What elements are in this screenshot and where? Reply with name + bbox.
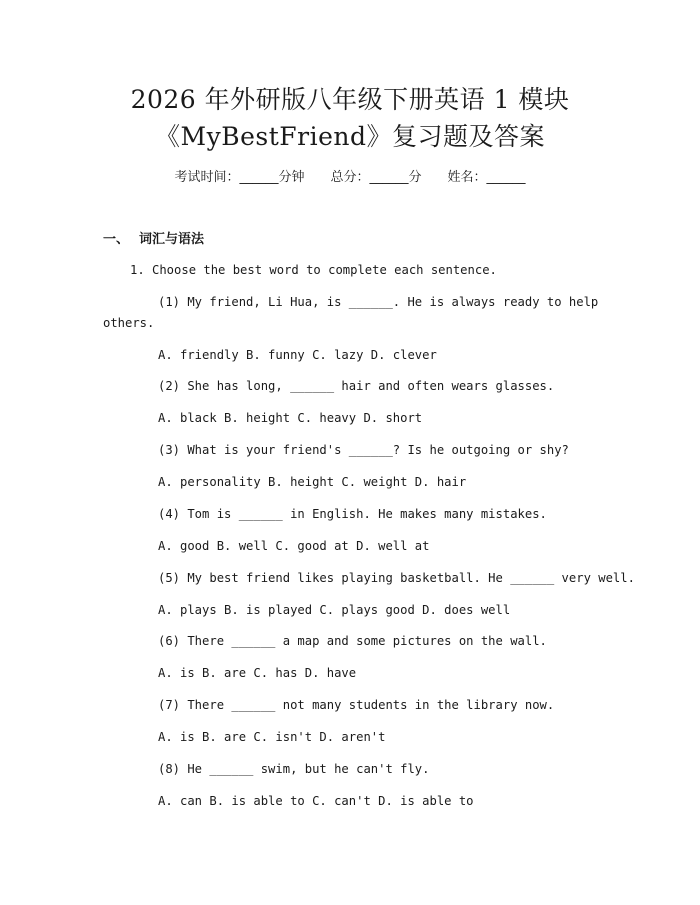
question-item: (2) She has long, ______ hair and often wears glasses. (158, 379, 555, 393)
answer-options: A. can B. is able to C. can't D. is able to (158, 794, 474, 808)
question-item: (6) There ______ a map and some pictures on the wall. (158, 634, 547, 648)
name-label: 姓名：______ (447, 170, 526, 185)
question-item: (3) What is your friend's ______? Is he outgoing or shy? (158, 443, 569, 457)
answer-options: A. is B. are C. has D. have (158, 666, 357, 680)
question-item: (1) My friend, Li Hua, is ______. He is always ready to help (158, 295, 599, 309)
question-item: others. (103, 316, 155, 330)
question-item: (8) He ______ swim, but he can't fly. (158, 762, 430, 776)
document-title-line-2: 《MyBestFriend》复习题及答案 (155, 122, 545, 151)
answer-options: A. black B. height C. heavy D. short (158, 411, 423, 425)
section-title: 词汇与语法 (139, 232, 205, 247)
question-item: (4) Tom is ______ in English. He makes many mistakes. (158, 507, 547, 521)
answer-options: A. good B. well C. good at D. well at (158, 539, 430, 553)
answer-options: A. personality B. height C. weight D. hair (158, 475, 467, 489)
exam-time-label: 考试时间：______分钟 (174, 170, 305, 185)
answer-options: A. friendly B. funny C. lazy D. clever (158, 348, 437, 362)
question-item: (5) My best friend likes playing basketball. He ______ very well. (158, 571, 635, 585)
answer-options: A. is B. are C. isn't D. aren't (158, 730, 386, 744)
question-item: (7) There ______ not many students in the library now. (158, 698, 555, 712)
document-title-line-1: 2026 年外研版八年级下册英语 1 模块 (130, 85, 570, 114)
exam-meta (0, 168, 700, 188)
answer-options: A. plays B. is played C. plays good D. does well (158, 603, 511, 617)
section-heading (103, 230, 204, 250)
question-1-instruction: 1. Choose the best word to complete each sentence. (130, 263, 497, 277)
total-score-label: 总分：______分 (330, 170, 422, 185)
section-number: 一、 (103, 232, 130, 247)
